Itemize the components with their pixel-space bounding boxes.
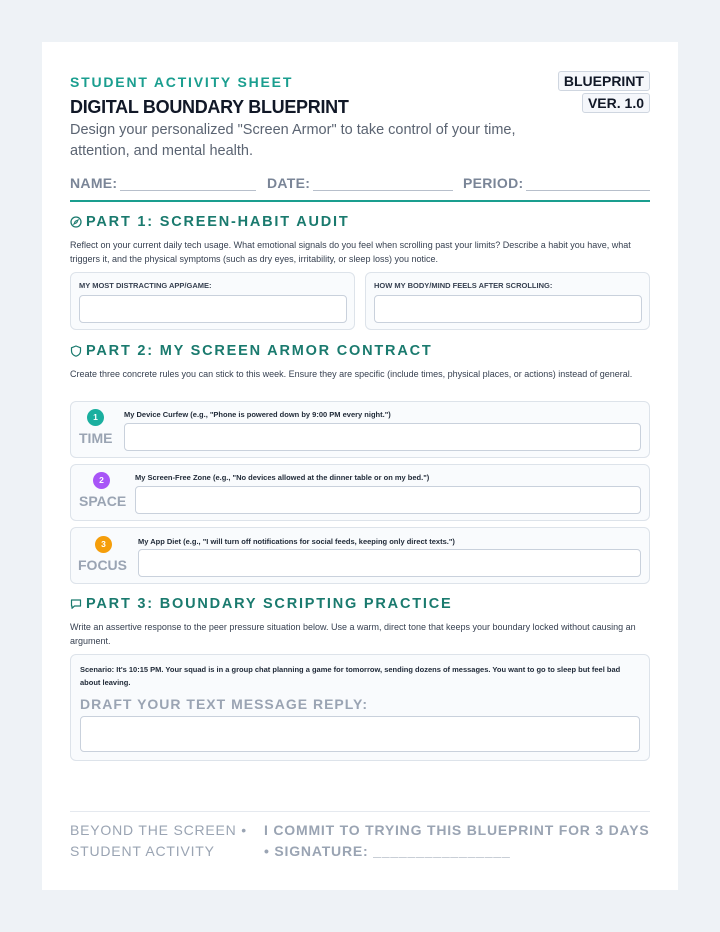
rule-field-time[interactable] [124,423,641,451]
chat-bubble-icon [70,598,82,610]
part3-heading-text: PART 3: BOUNDARY SCRIPTING PRACTICE [86,596,453,612]
rule-tag-time: TIME [79,430,113,446]
rule-tag-space: SPACE [79,493,127,509]
rule-card-focus [70,527,650,584]
rule-label-space: My Screen-Free Zone (e.g., "No devices allowed at the dinner table or on my bed.") [135,473,430,482]
body-mind-label: HOW MY BODY/MIND FEELS AFTER SCROLLING: [374,281,553,290]
part2-heading [70,343,433,359]
version-badge-bottom: VER. 1.0 [582,93,650,113]
part1-instructions: Reflect on your current daily tech usage. What emotional signals do you feel when scrolling past your limits? Describe a habit you have, what triggers it, and the physical symptoms (such as dry eyes, irritability, or sleep loss) you notice. [70,240,631,264]
date-label: DATE: [267,175,311,191]
distracting-app-label: MY MOST DISTRACTING APP/GAME: [79,281,212,290]
part3-heading [70,596,452,612]
name-label: NAME: [70,175,118,191]
draft-reply-label: DRAFT YOUR TEXT MESSAGE REPLY: [80,696,368,712]
part3-instructions: Write an assertive response to the peer pressure situation below. Use a warm, direct tone that keeps your boundary locked without causing an argument. [70,622,636,646]
student-info-row [70,175,650,195]
footer-program: BEYOND THE SCREEN • STUDENT ACTIVITY [70,822,247,859]
rule-field-focus[interactable] [138,549,641,577]
date-input-line[interactable] [313,190,453,191]
header-divider [70,200,650,202]
distracting-app-card [70,272,355,330]
page-subtitle: Design your personalized "Screen Armor" to take control of your time, attention, and mental health. [70,122,516,159]
period-input-line[interactable] [526,190,650,191]
body-mind-card [365,272,650,330]
part2-instructions: Create three concrete rules you can stick to this week. Ensure they are specific (include times, physical places, or actions) instead of general. [70,369,633,379]
part2-heading-text: PART 2: MY SCREEN ARMOR CONTRACT [86,343,433,359]
scenario-text: Scenario: It's 10:15 PM. Your squad is in a group chat planning a game for tomorrow, sending dozens of messages. You want to go to sleep but feel bad about leaving. [80,665,621,687]
rule-tag-focus: FOCUS [78,557,127,573]
worksheet-page [42,42,678,890]
draft-reply-field[interactable] [80,716,640,752]
body-mind-field[interactable] [374,295,642,323]
distracting-app-field[interactable] [79,295,347,323]
scenario-card [70,654,650,761]
part1-heading-text: PART 1: SCREEN-HABIT AUDIT [86,214,350,230]
compass-icon [70,216,82,228]
page-title: DIGITAL BOUNDARY BLUEPRINT [70,97,349,117]
rule-card-time [70,401,650,458]
period-label: PERIOD: [463,175,524,191]
name-input-line[interactable] [120,190,256,191]
rule-label-time: My Device Curfew (e.g., "Phone is powered down by 9:00 PM every night.") [124,410,391,419]
shield-icon [70,345,82,357]
rule-number-badge: 3 [95,536,112,553]
rule-number-badge: 1 [87,409,104,426]
footer-commitment-signature: I COMMIT TO TRYING THIS BLUEPRINT FOR 3 DAYS • SIGNATURE: ________________ [264,822,650,859]
version-badge-top: BLUEPRINT [558,71,650,91]
rule-label-focus: My App Diet (e.g., "I will turn off notifications for social feeds, keeping only direct texts.") [138,537,455,546]
eyebrow-label: STUDENT ACTIVITY SHEET [70,74,294,90]
rule-card-space [70,464,650,521]
part1-heading [70,214,350,230]
rule-field-space[interactable] [135,486,641,514]
rule-number-badge: 2 [93,472,110,489]
footer-divider [70,811,650,812]
